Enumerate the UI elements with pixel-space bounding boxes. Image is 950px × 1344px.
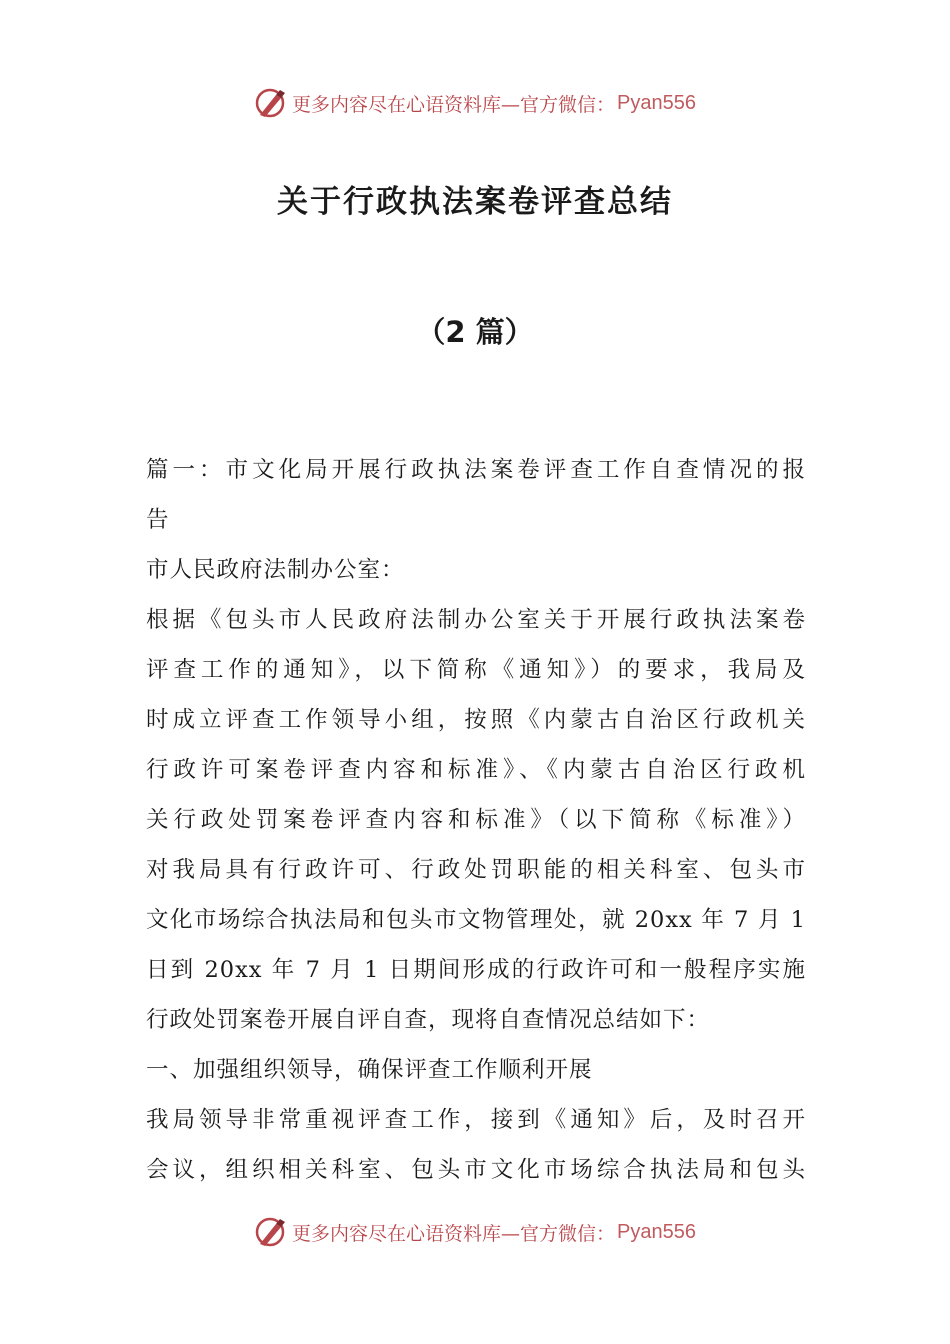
watermark-header — [0, 83, 950, 123]
watermark-text: 更多内容尽在心语资料库—官方微信： — [292, 1222, 616, 1245]
body-line: 评查工作的通知》，以下简称《通知》）的要求，我局及 — [146, 657, 806, 683]
pen-logo-icon — [254, 86, 288, 120]
body-line: 日到 20xx 年 7 月 1 日期间形成的行政许可和一般程序实施 — [146, 957, 806, 983]
watermark-text: 更多内容尽在心语资料库—官方微信： — [292, 93, 616, 116]
watermark-wechat-id: Pyan556 — [617, 91, 696, 114]
body-line: 市人民政府法制办公室： — [146, 557, 405, 583]
body-line: 一、加强组织领导，确保评查工作顺利开展 — [146, 1057, 593, 1083]
watermark-wechat-id: Pyan556 — [617, 1220, 696, 1243]
body-line: 行政处罚案卷开展自评自查，现将自查情况总结如下： — [146, 1007, 711, 1033]
body-line: 我局领导非常重视评查工作，接到《通知》后，及时召开 — [146, 1107, 806, 1133]
body-line: 篇一：市文化局开展行政执法案卷评查工作自查情况的报 — [146, 457, 806, 483]
document-title: 关于行政执法案卷评查总结 — [277, 184, 673, 220]
body-line: 根据《包头市人民政府法制办公室关于开展行政执法案卷 — [146, 607, 806, 633]
body-line: 时成立评查工作领导小组，按照《内蒙古自治区行政机关 — [146, 707, 806, 733]
body-line: 关行政处罚案卷评查内容和标准》（以下简称《标准》） — [146, 807, 806, 833]
document-body — [146, 445, 806, 1195]
body-line: 对我局具有行政许可、行政处罚职能的相关科室、包头市 — [146, 857, 806, 883]
document-subtitle: （2 篇） — [416, 315, 534, 349]
pen-logo-icon — [254, 1215, 288, 1249]
body-line: 行政许可案卷评查内容和标准》、《内蒙古自治区行政机 — [146, 757, 806, 783]
body-line: 告 — [146, 507, 170, 533]
watermark-footer — [0, 1212, 950, 1252]
body-line: 会议，组织相关科室、包头市文化市场综合执法局和包头 — [146, 1157, 806, 1183]
body-line: 文化市场综合执法局和包头市文物管理处，就 20xx 年 7 月 1 — [146, 907, 806, 933]
